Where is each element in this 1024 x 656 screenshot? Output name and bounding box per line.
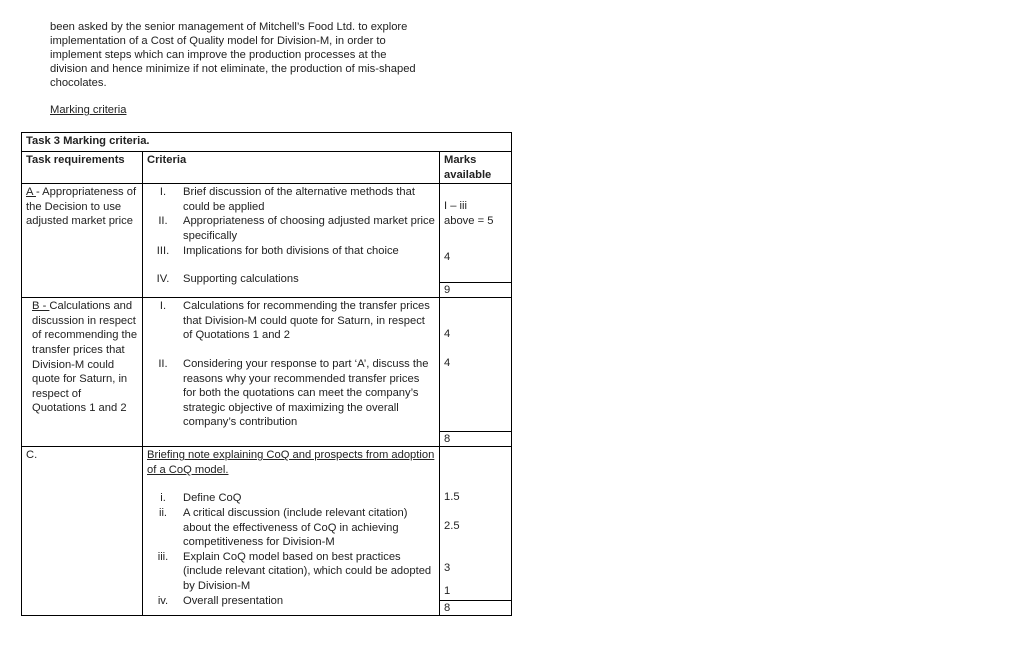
criterion-number: iii. <box>157 550 169 563</box>
intro-line: been asked by the senior management of Mitchell’s Food Ltd. to explore <box>50 21 408 33</box>
criterion-number: I. <box>159 300 167 313</box>
intro-paragraph <box>50 20 450 90</box>
list-item <box>147 594 435 609</box>
section-a-label: - Appropriateness of the Decision to use adjusted market price <box>26 186 137 228</box>
list-item <box>147 550 435 594</box>
criterion-number: iv. <box>157 594 169 607</box>
list-item <box>147 491 435 506</box>
list-item <box>147 214 435 243</box>
header-criteria: Criteria <box>143 152 440 184</box>
section-a-criteria <box>143 184 440 298</box>
section-b-label: Calculations and discussion in respect of recommending the transfer prices that Division-M could quote for Saturn, in respect of Quotations 1 and 2 <box>32 300 138 415</box>
section-a-total: 9 <box>440 283 512 298</box>
marks-value: 4 <box>444 328 451 341</box>
section-a-marks <box>440 184 512 283</box>
list-item <box>147 506 435 550</box>
section-c-criteria <box>143 447 440 615</box>
marking-criteria-table <box>21 132 512 616</box>
section-b-requirement <box>22 298 143 447</box>
list-item <box>147 272 435 287</box>
criterion-number: II. <box>158 215 168 228</box>
marks-value: above = 5 <box>444 214 494 227</box>
section-b-letter: B - <box>32 300 50 313</box>
criterion-text: Calculations for recommending the transfer prices that Division-M could quote for Saturn, in respect of Quotations 1 and 2 <box>183 300 430 342</box>
section-b-marks <box>440 298 512 432</box>
table-row <box>22 184 512 283</box>
marks-value: 1 <box>444 584 451 597</box>
section-c-requirement: C. <box>22 447 143 615</box>
briefing-note-title: Briefing note explaining CoQ and prospects from adoption of a CoQ model. <box>147 449 435 476</box>
criterion-text: Brief discussion of the alternative methods that could be applied <box>183 186 415 213</box>
criterion-number: III. <box>156 244 170 257</box>
marks-value: 4 <box>444 356 451 369</box>
criterion-number: I. <box>159 186 167 199</box>
list-item <box>147 185 435 214</box>
criterion-text: A critical discussion (include relevant citation) about the effectiveness of CoQ in achieving competitiveness for Division-M <box>183 506 408 549</box>
section-c-marks <box>440 447 512 600</box>
criterion-text: Supporting calculations <box>183 273 299 286</box>
marks-value: I – iii <box>444 200 468 213</box>
criterion-number: i. <box>160 492 166 505</box>
criterion-text: Explain CoQ model based on best practices (include relevant citation), which could be adopted by Division-M <box>183 550 432 592</box>
criterion-text: Implications for both divisions of that choice <box>183 244 399 257</box>
section-b-total: 8 <box>440 432 512 447</box>
table-row <box>22 298 512 432</box>
intro-line: implementation of a Cost of Quality model for Division-M, in order to <box>50 35 386 47</box>
marks-value: 3 <box>444 562 451 575</box>
header-marks-available: Marks available <box>440 152 512 184</box>
list-item <box>147 357 435 430</box>
marking-criteria-link[interactable]: Marking criteria <box>50 104 127 116</box>
marks-value: 4 <box>444 251 451 264</box>
list-item <box>147 299 435 343</box>
intro-line: chocolates. <box>50 77 107 89</box>
criterion-number: II. <box>158 357 168 370</box>
marks-value: 1.5 <box>444 491 460 504</box>
criterion-text: Appropriateness of choosing adjusted market price specifically <box>183 215 435 242</box>
intro-line: division and hence minimize if not eliminate, the production of mis-shaped <box>50 63 416 75</box>
criterion-number: ii. <box>158 506 168 519</box>
section-b-criteria <box>143 298 440 447</box>
intro-line: implement steps which can improve the production processes at the <box>50 49 387 61</box>
section-a-letter: A <box>26 186 36 199</box>
criterion-number: IV. <box>156 273 170 286</box>
criterion-text: Overall presentation <box>183 594 284 607</box>
section-c-total: 8 <box>440 600 512 615</box>
list-item <box>147 244 435 259</box>
header-task-requirements: Task requirements <box>22 152 143 184</box>
criterion-text: Define CoQ <box>183 492 242 505</box>
table-row <box>22 447 512 600</box>
section-a-requirement <box>22 184 143 298</box>
criterion-text: Considering your response to part ‘A’, discuss the reasons why your recommended transfer prices for both the quotations can meet the company’s strategic objective of maximizing the overall company’s contribution <box>183 357 429 429</box>
marks-value: 2.5 <box>444 519 460 532</box>
table-title: Task 3 Marking criteria. <box>22 133 512 152</box>
